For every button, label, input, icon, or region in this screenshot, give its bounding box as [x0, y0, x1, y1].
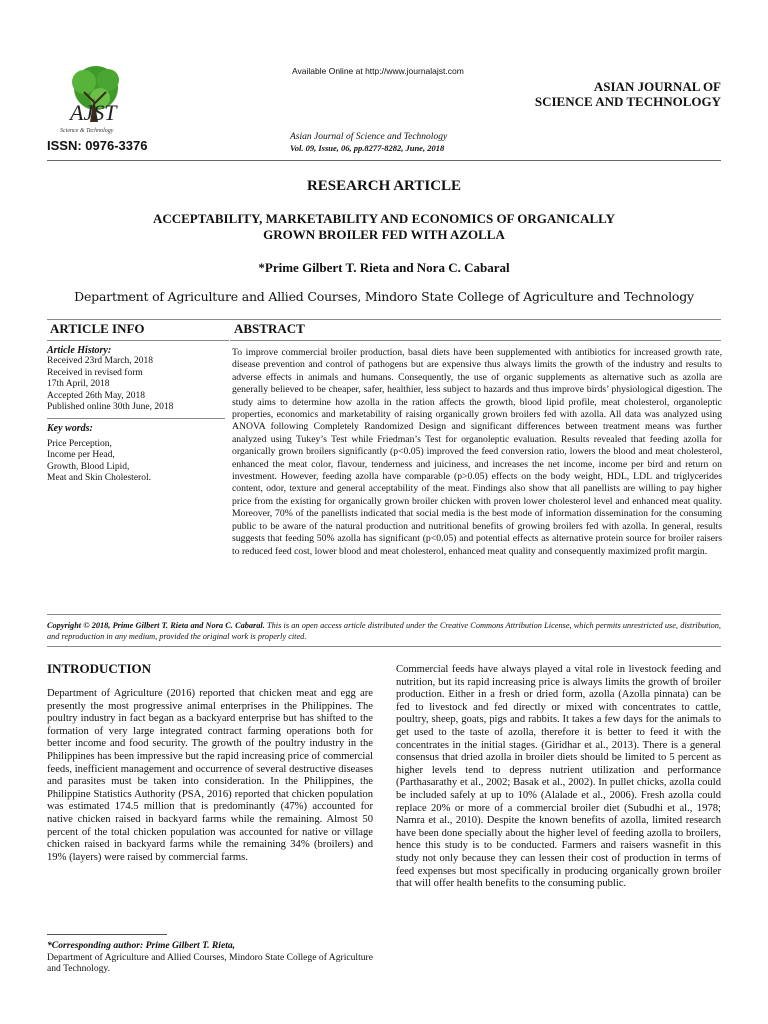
article-info-heading: ARTICLE INFO — [50, 321, 145, 336]
keywords-label: Key words: — [47, 423, 93, 435]
journal-name-line1: ASIAN JOURNAL OF — [593, 79, 721, 94]
corresponding-author-footnote — [47, 940, 373, 975]
introduction-column-2: Commercial feeds have always played a vital role in livestock feeding and nutrition, but its rapid increasing price is always limits the growth of broiler production. Either in a fresh or dried form, azolla (Azolla pinnata) can be fed to livestock and fed directly or mixed with concentrates to cattle, poultry, sheep, goats, pigs and rabbits. It takes a few days for the animals to get used to the taste of azolla, therefore it is better to feed it with the concentrates in the initial stages. (Giridhar et al., 2013). There is a general consensus that dried azolla in broiler diets should be limited to 5 percent as higher levels tend to depress nutrient utilization and performance (Parthasarathy et al., 2002; Basak et al., 2002). In pullet chicks, azolla could be included safely at up to 10% (Alalade et al., 2006). Fresh azolla could replace 20% or more of a commercial broiler diet (Subudhi et al., 1978; Namra et al., 2010). Despite the known benefits of azolla, limited research have been done specially about the higher level of feeding azolla to broilers, hence this study is to be conducted. Farmers and raisers wasnefit in this study not only because they can lessen their cost of production in terms of feed expenses but most specifically in producing organically grown broiler that will offer health benefits to the consuming public. — [396, 664, 721, 890]
history-label: Article History: — [47, 345, 112, 356]
article-type: RESEARCH ARTICLE — [306, 178, 462, 194]
footnote-rule — [47, 934, 167, 935]
journal-name: Asian Journal of Science and Technology — [290, 132, 448, 142]
section-divider-top — [47, 319, 721, 320]
footnote-text: Department of Agriculture and Allied Courses, Mindoro State College of Agriculture and Technology. — [47, 951, 373, 974]
footnote-label: *Corresponding author: Prime Gilbert T. Rieta, — [47, 940, 236, 951]
title-line2: GROWN BROILER FED WITH AZOLLA — [263, 227, 505, 242]
history-item: Received in revised form — [47, 367, 143, 378]
header-divider — [47, 160, 721, 161]
history-item: Received 23rd March, 2018 — [47, 356, 154, 367]
available-online: Available Online at http://www.journalajst.com — [292, 66, 464, 76]
issn: ISSN: 0976-3376 — [47, 138, 148, 153]
article-info-rule — [47, 340, 229, 341]
history-item: Published online 30th June, 2018 — [47, 402, 174, 413]
keyword-item: Meat and Skin Cholesterol. — [47, 473, 151, 484]
journal-name-line2: SCIENCE AND TECHNOLOGY — [534, 94, 721, 109]
abstract-bottom-rule — [47, 614, 721, 615]
logo-mark: AJST — [70, 100, 117, 125]
keywords-divider — [47, 418, 225, 419]
authors: *Prime Gilbert T. Rieta and Nora C. Cabaral — [258, 260, 510, 275]
abstract-heading: ABSTRACT — [234, 321, 305, 336]
copyright-text: This is an open access article distributed under the Creative Commons Attribution License, which permits unrestricted use, distribution, and reproduction in any medium, provided the original work is properly cited. — [47, 621, 722, 641]
introduction-column-1: Department of Agriculture (2016) reported that chicken meat and egg are presently the most progressive animal enterprises in the Philippines. The poultry industry in fact began as a backyard enterprise but has shifted to the formation of very large integrated contract farming operations both for better income and food security. The growth of the poultry industry in the Philippines has been impressive but the rapid increasing price of commercial feeds, inefficient management and occurrence of several destructive diseases and parasites must be taken into consideration. In the Philippines, the Philippine Statistics Authority (PSA, 2016) reported that chicken population was estimated 174.5 million that is predominantly (47%) accounted for native chicken raised in backyard farms while the remaining. Almost 50 percent of the total chicken population was accounted for native or village chicken raised in backyard farms while the remaining 34% (broilers) and 19% (layers) were raised by commercial farms. — [47, 688, 373, 863]
copyright-lead: Copyright © 2018, Prime Gilbert T. Rieta and Nora C. Cabaral. — [47, 621, 265, 630]
keyword-item: Growth, Blood Lipid, — [47, 461, 130, 472]
copyright-bottom-rule — [47, 646, 721, 647]
copyright-notice — [47, 620, 721, 642]
journal-name-right — [501, 79, 721, 109]
keyword-item: Income per Head, — [47, 450, 115, 461]
article-title — [100, 211, 668, 243]
affiliation: Department of Agriculture and Allied Courses, Mindoro State College of Agriculture and Technology — [74, 289, 694, 304]
history-item: Accepted 26th May, 2018 — [47, 390, 146, 401]
logo-caption: Science & Technology — [60, 128, 114, 134]
introduction-heading: INTRODUCTION — [47, 661, 152, 676]
history-item: 17th April, 2018 — [47, 379, 110, 390]
article-info-panel — [47, 345, 225, 484]
journal-logo — [56, 62, 132, 136]
title-line1: ACCEPTABILITY, MARKETABILITY AND ECONOMICS OF ORGANICALLY — [152, 211, 616, 226]
volume-info: Vol. 09, Issue, 06, pp.8277-8282, June, 2018 — [290, 143, 445, 153]
abstract-rule — [230, 340, 721, 341]
keyword-item: Price Perception, — [47, 438, 112, 449]
abstract-text: To improve commercial broiler production, basal diets have been supplemented with antibiotics for increased growth rate, disease prevention and control of pathogens but are expensive thus always limits the growth of the industry and results to adverse effects in animals and humans. Consequently, the use of organic supplements as alternative such as azolla are generally believed to be cheaper, safer, healthier, less subject to hazards and thus improve birds’ physiological digestion. The study aims to determine how azolla in the ration affects the growth, blood lipid profile, meat cholesterol, organoleptic properties, economics and marketability of raising organically grown broilers fed with azolla. All data was analyzed using ANOVA following Completely Randomized Design and significant differences between treatment means was further analyzed using Tukey’s Test while Friedman’s Test for organoleptic evaluation. Results revealed that feeding azolla for organically grown broilers significantly (p<0.05) improved the feed conversion ratio, lowers the blood and meat cholesterol, enhanced the meat color, flavour, tenderness and juiciness, and increases the net income, income per bird and return on investment. However, feeding azolla have comparable (p>0.05) effects on the body weight, HDL, LDL and triglycerides content, odor, texture and general acceptability of the meat. Findings also show that all panellists are willing to pay higher price from the existing for organically grown broiler chicken with proven lower cholesterol level and enhanced meat quality. Moreover, 70% of the panellists indicated that social media is the best mode of information dissemination for the consuming public to be aware of the natural production and nutritional benefits of growing broilers fed with azolla. In general, results suggests that feeding 50% azolla has significant (p<0.05) and potential effects as alternative protein source for broiler raisers to reduced feed cost, lower blood and meat cholesterol, enhanced meat quality and consequently maximized profit margin. — [232, 347, 722, 557]
